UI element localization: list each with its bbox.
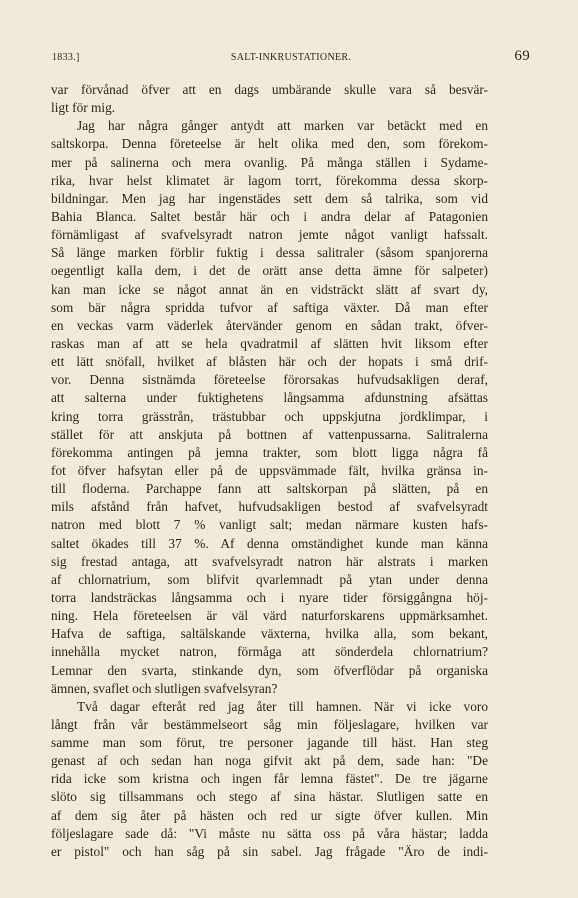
text-line: Jag har några gånger antydt att marken var betäckt med en xyxy=(77,118,488,134)
text-line: Hafva de saftiga, saltälskande växterna, hvilka alla, som bekant, xyxy=(51,626,488,642)
header-title: SALT-INKRUSTATIONER. xyxy=(230,52,352,63)
text-line: mils afstånd från hafvet, hufvudsakligen bestod af svafvelsyradt xyxy=(51,499,488,515)
text-line: vor. Denna sistnämda företeelse förorsakas hufvudsakligen deraf, xyxy=(51,372,488,388)
header-year: 1833.] xyxy=(52,52,80,63)
text-line: er pistol" och han såg på sin sabel. Jag frågade "Äro de indi- xyxy=(51,843,488,859)
text-line: natron med blott 7 % vanligt salt; medan närmare kusten hafs- xyxy=(51,517,488,533)
text-line: sig frestad antaga, att svafvelsyradt natron här alstrats i marken xyxy=(51,553,488,569)
text-line: oegentligt kalla dem, i det de orätt anse detta ämne för salpeter) xyxy=(51,263,488,279)
text-line: af dem sig åter på hästen och red ur sigte öfver kullen. Min xyxy=(51,807,488,823)
text-line: att salterna under fuktighetens långsamma afdunstning afsättas xyxy=(51,390,488,406)
text-line: raskas man af att se hela qvadratmil af slätten hvit liksom efter xyxy=(51,335,488,351)
text-line: ämnen, svaflet och slutligen svafvelsyran? xyxy=(51,680,278,696)
text-line: rida icke som kristna och ingen får lemna fästet". De tre jägarne xyxy=(51,771,488,787)
running-header xyxy=(52,48,530,70)
text-line: af chlornatrium, som blifvit qvarlemnadt på ytan under denna xyxy=(51,571,488,587)
page-number: 69 xyxy=(514,48,530,64)
text-line: kring torra grässtrån, trästubbar och uppskjutna jordklimpar, i xyxy=(51,408,488,424)
text-line: var förvånad öfver att en dags umbärande skulle vara så besvär- xyxy=(51,82,488,97)
text-line: saltet ökades till 37 %. Af denna omständighet kunde man känna xyxy=(51,535,488,551)
text-line: en veckas varm väderlek återvänder genom en sådan trakt, öfver- xyxy=(51,317,488,333)
text-line: slöto sig tillsammans och stego af sina hästar. Slutligen satte en xyxy=(51,789,488,805)
text-line: följeslagare sade då: "Vi måste nu sätta oss på våra hästar; ladda xyxy=(51,825,488,841)
text-line: Två dagar efteråt red jag åter till hamnen. När vi icke voro xyxy=(77,698,488,714)
body-text xyxy=(51,81,488,861)
text-line: Lemnar den svarta, stinkande dyn, som öfverflödar på organiska xyxy=(51,662,488,678)
text-line: samme man som förut, tre personer jagande till häst. Han steg xyxy=(51,735,488,751)
text-line: mer på salinerna och mera ovanlig. På många ställen i Sydame- xyxy=(51,154,488,170)
text-line: som bär några spridda tufvor af saftiga växter. Då man efter xyxy=(51,299,488,315)
text-line: ning. Hela företeelsen är väl värd naturforskarens uppmärksamhet. xyxy=(51,608,488,624)
text-line: långt från vår bestämmelseort såg min följeslagare, hvilken var xyxy=(51,716,488,732)
text-line: förekomma antingen på jemna trakter, som blott ligga några få xyxy=(51,444,488,460)
text-line: ett lätt snöfall, hvilket af blåsten här och der hopats i små drif- xyxy=(51,354,488,370)
text-line: till floderna. Parchappe fann att saltskorpan på slätten, på en xyxy=(51,481,488,497)
text-line: förnämligast af svafvelsyradt natron jemte något vanligt hafssalt. xyxy=(51,227,488,243)
text-line: kan man icke se något annat än en vidsträckt slätt af svart dy, xyxy=(51,281,488,297)
text-line: Så länge marken förblir fuktig i dessa salitraler (såsom spanjorerna xyxy=(51,245,488,261)
text-line: bildningar. Men jag har ingenstädes sett dem så talrika, som vid xyxy=(51,190,488,206)
text-line: Bahia Blanca. Saltet består här och i andra delar af Patagonien xyxy=(51,208,488,224)
text-line: genast af och sedan han noga gifvit akt på dem, sade han: "De xyxy=(51,753,488,769)
text-line: torra landsträckas långsamma och i nyare tider försiggångna höj- xyxy=(51,589,488,605)
text-line: fot öfver hafsytan eller på de uppsvämmade fält, hvilka gränsa in- xyxy=(51,462,488,478)
text-line: ligt för mig. xyxy=(51,100,116,116)
text-line: innehålla mycket natron, förmåga att sönderdela chlornatrium? xyxy=(51,644,488,660)
text-line: saltskorpa. Denna företeelse är helt olika med den, som förekom- xyxy=(51,136,488,152)
text-line: rika, hvar helst klimatet är lagom torrt, förekomma dessa skorp- xyxy=(51,172,488,188)
text-line: stället för att anskjuta på bottnen af vattenpussarna. Salitralerna xyxy=(51,426,488,442)
